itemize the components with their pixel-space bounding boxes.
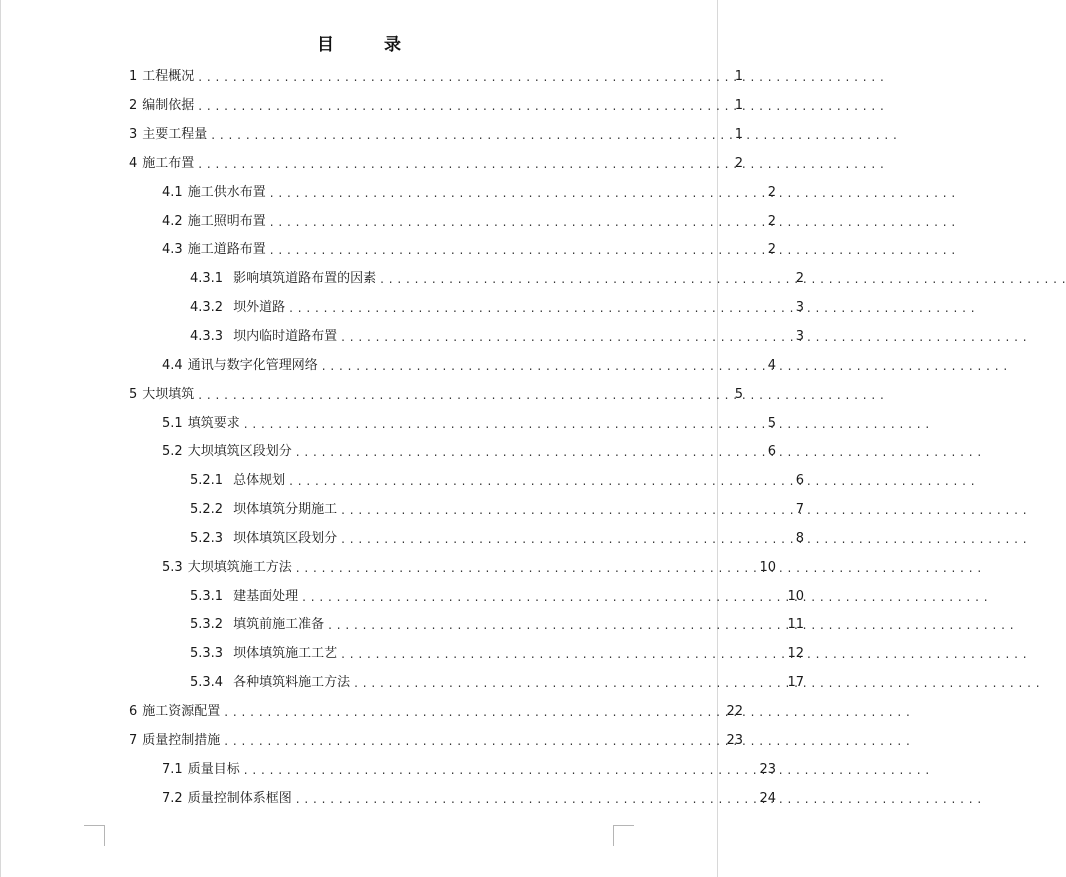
toc-entry-number: 5.3.2: [190, 617, 224, 633]
toc-entry[interactable]: [0, 438, 776, 467]
toc-page-number: 2: [767, 242, 776, 258]
toc-page-number: 1: [734, 69, 743, 85]
toc-entry-number: 5.2.2: [190, 502, 224, 518]
toc-entry[interactable]: [0, 294, 804, 323]
toc-entry-label: [162, 214, 266, 230]
toc-page-number: 1: [734, 98, 743, 114]
toc-entry-number: 7.2: [162, 790, 183, 806]
toc-dot-leader: [270, 242, 764, 258]
toc-entry-number: 4.3.1: [190, 271, 224, 287]
toc-entry[interactable]: [0, 409, 776, 438]
toc-entry[interactable]: [0, 582, 804, 611]
toc-dot-leader: [354, 675, 783, 691]
toc-entry-text: 大坝填筑: [142, 386, 195, 402]
toc-entry-label: [190, 502, 337, 518]
toc-entry-text: 坝外道路: [233, 300, 286, 316]
toc-entry-number: 4.3.2: [190, 300, 224, 316]
toc-page-number: 2: [734, 155, 743, 171]
toc-entry-label: [162, 242, 266, 258]
toc-entry-label: [190, 329, 337, 345]
toc-page-number: 6: [767, 444, 776, 460]
toc-entry-number: 5.1: [162, 415, 183, 431]
toc-entry[interactable]: [0, 611, 804, 640]
toc-entry[interactable]: [0, 755, 776, 784]
toc-entry-label: [162, 444, 292, 460]
toc-entry-label: [190, 271, 376, 287]
toc-dot-leader: [341, 329, 792, 345]
toc-entry[interactable]: [0, 63, 743, 92]
toc-entry-label: [162, 791, 292, 807]
toc-page-number: 24: [759, 790, 776, 806]
toc-page-number: 23: [759, 761, 776, 777]
toc-entry-text: 大坝填筑区段划分: [187, 444, 292, 460]
toc-entry[interactable]: [0, 553, 776, 582]
toc-entry-text: 坝体填筑分期施工: [233, 502, 338, 518]
toc-dot-leader: [244, 762, 756, 778]
toc-dot-leader: [224, 704, 722, 720]
toc-page-number: 1: [734, 127, 743, 143]
toc-page-number: 10: [787, 588, 804, 604]
toc-entry[interactable]: [0, 207, 776, 236]
toc-entry-text: 质量目标: [187, 761, 240, 777]
toc-dot-leader: [341, 531, 792, 547]
toc-page-number: 2: [795, 271, 804, 287]
toc-entry-text: 影响填筑道路布置的因素: [233, 271, 377, 287]
toc-page-number: 23: [726, 732, 743, 748]
toc-entry-number: 5.3.3: [190, 646, 224, 662]
toc-entry-number: 1: [129, 69, 138, 85]
toc-entry-number: 5.2.3: [190, 530, 224, 546]
toc-entry-text: 工程概况: [142, 69, 195, 85]
toc-dot-leader: [289, 300, 792, 316]
toc-dot-leader: [224, 733, 722, 749]
toc-page-number: 7: [795, 502, 804, 518]
toc-entry-number: 5.2: [162, 444, 183, 460]
toc-entry[interactable]: [0, 467, 804, 496]
toc-page-number: 2: [767, 184, 776, 200]
toc-page-number: 11: [787, 617, 804, 633]
toc-dot-leader: [198, 69, 730, 85]
toc-entry[interactable]: [0, 525, 804, 554]
toc-entry-number: 4.3.3: [190, 329, 224, 345]
toc-dot-leader: [341, 646, 783, 662]
toc-entry-label: [129, 704, 220, 720]
toc-entry-label: [129, 733, 220, 749]
toc-entry-number: 7.1: [162, 761, 183, 777]
toc-entry-label: [190, 589, 298, 605]
margin-corner-bottom-left: [84, 825, 105, 846]
toc-entry-text: 总体规划: [233, 473, 286, 489]
toc-page-number: 2: [767, 213, 776, 229]
toc-entry[interactable]: [0, 726, 743, 755]
toc-page-number: 5: [767, 415, 776, 431]
toc-entry[interactable]: [0, 178, 776, 207]
toc-dot-leader: [302, 589, 783, 605]
toc-dot-leader: [244, 416, 764, 432]
toc-title: 目 录: [317, 35, 423, 55]
toc-entry-label: [162, 762, 240, 778]
toc-entry-text: 施工布置: [142, 155, 195, 171]
toc-dot-leader: [380, 271, 792, 287]
table-of-contents: [0, 63, 804, 813]
toc-entry-text: 质量控制措施: [142, 732, 221, 748]
toc-dot-leader: [289, 473, 792, 489]
toc-entry-text: 施工照明布置: [187, 213, 266, 229]
toc-entry-text: 建基面处理: [233, 588, 299, 604]
toc-page-number: 3: [795, 300, 804, 316]
toc-page-number: 3: [795, 329, 804, 345]
toc-entry[interactable]: [0, 351, 776, 380]
toc-entry-label: [190, 473, 285, 489]
toc-dot-leader: [296, 560, 756, 576]
margin-corner-bottom-right: [613, 825, 634, 846]
toc-entry-text: 填筑前施工准备: [233, 617, 325, 633]
toc-entry-number: 5.3.1: [190, 588, 224, 604]
toc-entry-number: 2: [129, 98, 138, 114]
toc-dot-leader: [198, 98, 730, 114]
toc-entry-text: 主要工程量: [142, 127, 208, 143]
toc-entry[interactable]: [0, 640, 804, 669]
toc-entry[interactable]: [0, 784, 776, 813]
toc-entry-number: 4.1: [162, 184, 183, 200]
toc-page-number: 10: [759, 559, 776, 575]
toc-entry-text: 坝体填筑区段划分: [233, 530, 338, 546]
toc-dot-leader: [270, 185, 764, 201]
toc-entry[interactable]: [0, 236, 776, 265]
toc-entry[interactable]: [0, 669, 804, 698]
toc-entry-text: 填筑要求: [187, 415, 240, 431]
toc-page-number: 17: [787, 675, 804, 691]
toc-entry-number: 4.4: [162, 357, 183, 373]
toc-entry-number: 5.3: [162, 559, 183, 575]
toc-page-number: 5: [734, 386, 743, 402]
toc-dot-leader: [328, 617, 783, 633]
toc-dot-leader: [270, 214, 764, 230]
toc-entry-text: 施工资源配置: [142, 703, 221, 719]
toc-entry-text: 各种填筑料施工方法: [233, 675, 351, 691]
toc-dot-leader: [198, 387, 730, 403]
toc-entry-number: 4.2: [162, 213, 183, 229]
toc-entry-label: [190, 531, 337, 547]
toc-entry-label: [190, 617, 324, 633]
toc-entry-label: [129, 127, 207, 143]
toc-entry-text: 质量控制体系框图: [187, 790, 292, 806]
toc-entry-number: 5.3.4: [190, 675, 224, 691]
toc-entry[interactable]: [0, 496, 804, 525]
toc-entry-text: 坝内临时道路布置: [233, 329, 338, 345]
toc-entry[interactable]: [0, 121, 743, 150]
toc-dot-leader: [322, 358, 764, 374]
toc-entry-label: [129, 156, 194, 172]
toc-entry-text: 大坝填筑施工方法: [187, 559, 292, 575]
toc-page-number: 22: [726, 703, 743, 719]
toc-entry-label: [162, 185, 266, 201]
toc-entry-text: 通讯与数字化管理网络: [187, 357, 318, 373]
toc-entry-label: [190, 675, 350, 691]
toc-dot-leader: [211, 127, 730, 143]
toc-entry-number: 5.2.1: [190, 473, 224, 489]
toc-entry-number: 3: [129, 127, 138, 143]
toc-page-number: 8: [795, 530, 804, 546]
toc-page-number: 6: [795, 473, 804, 489]
toc-entry-label: [162, 358, 318, 374]
toc-entry-label: [190, 646, 337, 662]
toc-entry-text: 编制依据: [142, 98, 195, 114]
toc-entry-label: [129, 98, 194, 114]
toc-entry-text: 施工道路布置: [187, 242, 266, 258]
toc-entry-label: [162, 416, 240, 432]
toc-entry-number: 6: [129, 703, 138, 719]
toc-entry[interactable]: [0, 698, 743, 727]
toc-dot-leader: [296, 791, 756, 807]
toc-entry[interactable]: [0, 265, 804, 294]
toc-entry-number: 4.3: [162, 242, 183, 258]
toc-entry-label: [162, 560, 292, 576]
toc-entry[interactable]: [0, 323, 804, 352]
toc-page-number: 12: [787, 646, 804, 662]
toc-entry-label: [129, 69, 194, 85]
toc-entry-number: 7: [129, 732, 138, 748]
toc-entry[interactable]: [0, 380, 743, 409]
toc-entry[interactable]: [0, 92, 743, 121]
toc-dot-leader: [198, 156, 730, 172]
toc-entry-text: 施工供水布置: [187, 184, 266, 200]
toc-entry-number: 4: [129, 155, 138, 171]
toc-page-number: 4: [767, 357, 776, 373]
toc-entry-number: 5: [129, 386, 138, 402]
toc-dot-leader: [296, 444, 764, 460]
toc-entry-label: [190, 300, 285, 316]
toc-dot-leader: [341, 502, 792, 518]
toc-entry-label: [129, 387, 194, 403]
toc-entry-text: 坝体填筑施工工艺: [233, 646, 338, 662]
toc-entry[interactable]: [0, 150, 743, 179]
